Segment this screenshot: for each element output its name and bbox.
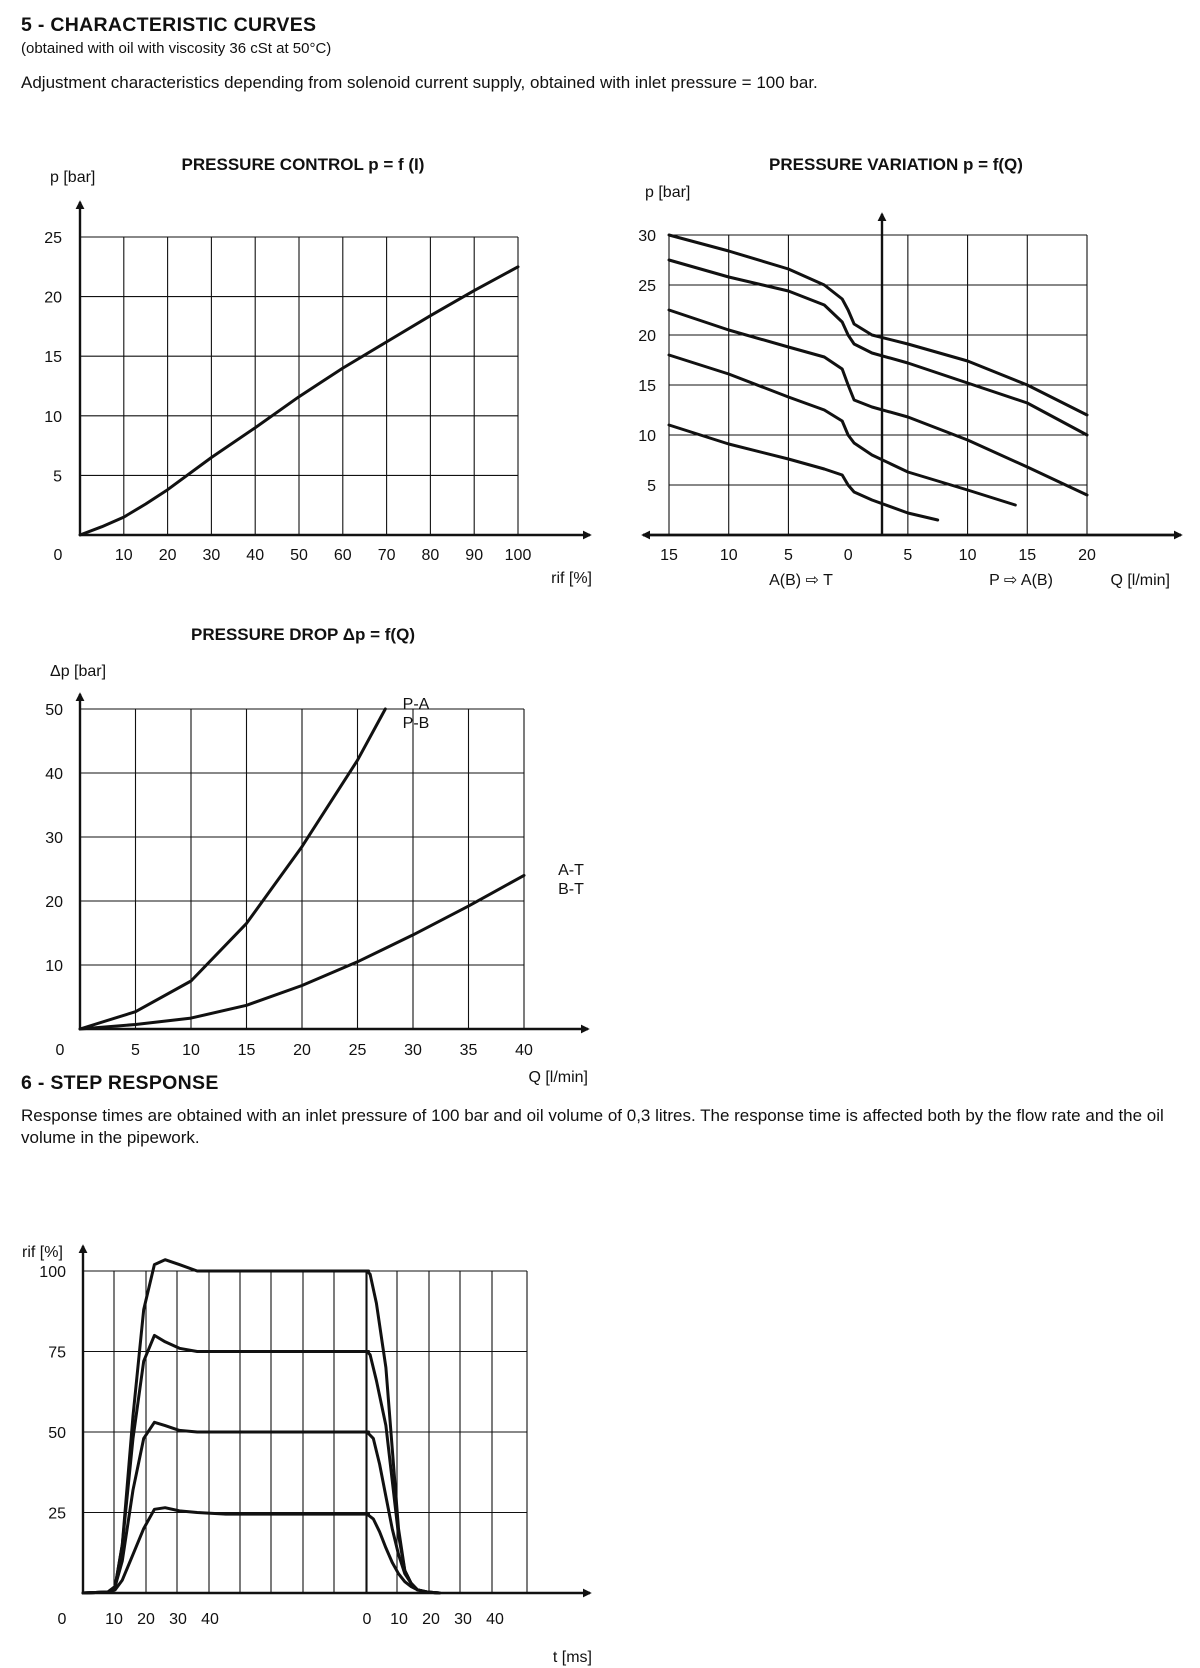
pressure-variation-ylabel: p [bar] — [645, 184, 691, 201]
pressure-control-xtick-label: 50 — [290, 547, 308, 564]
step-response-ytick-label: 50 — [48, 1425, 66, 1442]
pressure-variation-ytick-label: 10 — [638, 428, 656, 445]
pressure-control-xlabel: rif [%] — [551, 570, 592, 587]
pressure-variation-xtick-label: 15 — [1018, 547, 1037, 564]
pressure-variation-direction-left: A(B) ⇨ T — [769, 572, 833, 589]
step-response-series — [83, 1260, 439, 1593]
section-5-description: Adjustment characteristics depending from solenoid current supply, obtained with inlet pressure = 100 bar. — [21, 73, 818, 92]
step-response-xtick-fall-label: 10 — [390, 1611, 408, 1628]
pressure-control-ytick-label: 25 — [44, 230, 62, 247]
pressure-drop-xtick-label: 25 — [348, 1042, 367, 1059]
pressure-variation-xtick-label: 10 — [958, 547, 977, 564]
pressure-variation-xlabel: Q [l/min] — [1110, 572, 1170, 589]
pressure-drop-title: PRESSURE DROP Δp = f(Q) — [191, 625, 415, 644]
pressure-control-ylabel: p [bar] — [50, 169, 96, 186]
pressure-drop-series-label-pa: P-A P-B — [402, 696, 430, 732]
pressure-control-xtick-label: 90 — [465, 547, 484, 564]
pressure-variation-curve — [669, 425, 938, 520]
pressure-control-ytick-label: 10 — [44, 408, 62, 426]
pressure-variation-ytick-label: 30 — [638, 228, 656, 245]
pressure-variation-xtick-label: 5 — [903, 547, 913, 564]
pressure-variation-xtick-label: 0 — [843, 547, 853, 564]
pressure-drop-chart — [45, 625, 588, 1086]
pressure-variation-series — [669, 235, 1087, 520]
pressure-control-ytick-label: 5 — [53, 468, 62, 486]
step-response-ticks — [39, 1264, 504, 1628]
section-6-description: Response times are obtained with an inlet pressure of 100 bar and oil volume of 0,3 litres. The response time is affected both by the flow rate and the oil volume in the pipework. — [21, 1106, 1164, 1147]
pressure-variation-ytick-label: 5 — [647, 478, 656, 495]
pressure-control-ytick-label: 15 — [44, 349, 62, 367]
pressure-drop-xtick-label: 35 — [459, 1042, 478, 1059]
step-response-xtick-rise-label: 30 — [169, 1611, 187, 1628]
step-response-ytick-label: 100 — [39, 1264, 66, 1281]
pressure-drop-xtick-label: 10 — [182, 1042, 200, 1059]
pressure-drop-grid — [80, 709, 524, 1029]
pressure-control-xtick-label: 100 — [504, 547, 532, 564]
pressure-drop-ytick-label: 10 — [45, 958, 63, 975]
step-response-xtick-fall-label: 20 — [422, 1611, 440, 1628]
pressure-variation-ytick-label: 15 — [638, 378, 656, 395]
step-response-xtick-fall-label: 40 — [486, 1611, 504, 1628]
pressure-drop-ticks — [45, 702, 533, 1059]
step-response-ylabel: rif [%] — [22, 1244, 63, 1261]
step-response-ytick-label: 25 — [48, 1505, 66, 1523]
step-response-xtick-fall-label: 30 — [454, 1611, 472, 1628]
pressure-control-origin-label: 0 — [53, 547, 63, 564]
pressure-drop-xtick-label: 5 — [131, 1042, 140, 1059]
section-5-note: (obtained with oil with viscosity 36 cSt at 50°C) — [21, 40, 332, 57]
step-response-xtick-rise-label: 20 — [137, 1611, 155, 1628]
pressure-drop-origin-label: 0 — [55, 1042, 65, 1059]
step-response-curve-4 — [83, 1508, 439, 1593]
pressure-control-xtick-label: 60 — [333, 547, 352, 564]
pressure-drop-xtick-label: 30 — [404, 1042, 422, 1059]
pressure-drop-ylabel: Δp [bar] — [50, 663, 107, 680]
pressure-control-ticks — [44, 230, 531, 564]
step-response-origin-label: 0 — [57, 1611, 67, 1628]
pressure-drop-xtick-label: 40 — [515, 1042, 533, 1059]
pressure-variation-xtick-label: 10 — [719, 547, 738, 564]
pressure-variation-ytick-label: 20 — [638, 328, 656, 345]
pressure-variation-chart — [638, 155, 1181, 589]
step-response-xtick-rise-label: 40 — [201, 1611, 219, 1628]
step-response-ytick-label: 75 — [48, 1344, 66, 1362]
step-response-xlabel: t [ms] — [552, 1649, 592, 1666]
pressure-drop-series-label-at: A-T B-T — [558, 862, 584, 898]
pressure-drop-xtick-label: 20 — [293, 1042, 311, 1059]
pressure-drop-ytick-label: 30 — [45, 830, 63, 847]
pressure-drop-xtick-label: 15 — [237, 1042, 256, 1059]
pressure-control-xtick-label: 70 — [377, 547, 396, 564]
pressure-variation-direction-right: P ⇨ A(B) — [989, 572, 1053, 589]
pressure-control-xtick-label: 30 — [202, 547, 221, 564]
pressure-variation-xtick-label: 5 — [783, 547, 793, 564]
section-5-heading: 5 - CHARACTERISTIC CURVES — [21, 14, 317, 36]
pressure-drop-xlabel: Q [l/min] — [528, 1069, 588, 1086]
pressure-control-xtick-label: 80 — [421, 547, 440, 564]
step-response-xtick-fall-label: 0 — [362, 1611, 372, 1628]
pressure-control-title: PRESSURE CONTROL p = f (I) — [181, 155, 425, 174]
pressure-variation-xtick-label: 15 — [660, 547, 678, 564]
pressure-variation-ytick-label: 25 — [638, 278, 656, 295]
pressure-drop-curve-1 — [80, 709, 385, 1029]
pressure-drop-ytick-label: 20 — [45, 894, 63, 911]
pressure-drop-ytick-label: 50 — [45, 702, 63, 719]
step-response-xtick-rise-label: 10 — [105, 1611, 123, 1628]
pressure-variation-xtick-label: 20 — [1078, 547, 1096, 564]
pressure-control-chart — [44, 155, 592, 587]
pressure-drop-ytick-label: 40 — [45, 766, 63, 783]
pressure-variation-title: PRESSURE VARIATION p = f(Q) — [769, 155, 1023, 174]
pressure-control-grid — [80, 237, 518, 535]
pressure-variation-curve — [669, 235, 1087, 415]
pressure-control-xtick-label: 10 — [114, 547, 133, 564]
pressure-control-xtick-label: 40 — [246, 547, 265, 564]
section-6-heading: 6 - STEP RESPONSE — [21, 1072, 219, 1094]
pressure-control-ytick-label: 20 — [44, 289, 62, 307]
pressure-variation-curve — [669, 355, 1015, 505]
step-response-chart — [22, 1244, 592, 1666]
step-response-curve-3 — [83, 1422, 439, 1593]
pressure-control-xtick-label: 20 — [158, 547, 177, 564]
